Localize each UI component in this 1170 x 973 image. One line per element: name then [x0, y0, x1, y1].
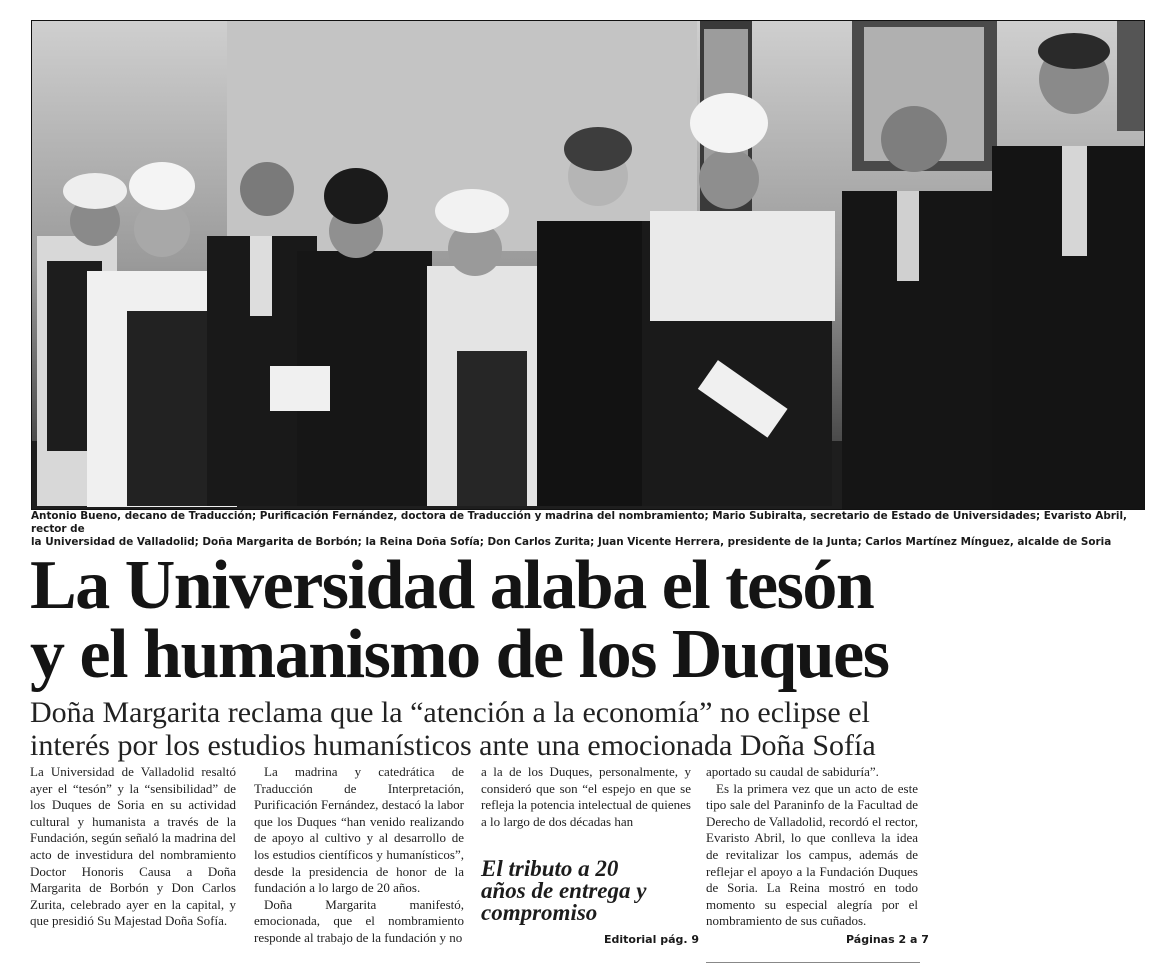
- column-4-paragraph-1: aportado su caudal de sabiduría”.: [706, 764, 879, 779]
- column-3-text: a la de los Duques, personalmente, y consideró que son “el espejo en que se refleja la potencia intelectual de quienes a lo largo de dos décadas han: [481, 764, 691, 829]
- subheadline-line-2: interés por los estudios humanísticos ante una emocionada Doña Sofía: [30, 729, 876, 762]
- pull-quote: [481, 858, 686, 924]
- subheadline-line-1: Doña Margarita reclama que la “atención a la economía” no eclipse el: [30, 696, 870, 729]
- article-column-4: [706, 764, 918, 930]
- bottom-rule: [706, 962, 920, 963]
- subheadline: [30, 696, 1150, 762]
- column-2-paragraph-1: La madrina y catedrática de Traducción de Interpretación, Purificación Fernández, destacó la labor que los Duques “han venido realizando de apoyo al cultivo y al desarrollo de los estudios científicos y humanísticos”, desde la presidencia de honor de la fundación a lo largo de 20 años.: [254, 764, 464, 896]
- column-2-paragraph-2: Doña Margarita manifestó, emocionada, que el nombramiento responde al trabajo de la fundación y no: [254, 896, 464, 945]
- caption-line-2: la Universidad de Valladolid; Doña Margarita de Borbón; la Reina Doña Sofía; Don Carlos Zurita; Juan Vicente Herrera, presidente de la Junta; Carlos Martínez Mínguez, alcalde de Soria: [31, 536, 1112, 548]
- editorial-reference: Editorial pág. 9: [604, 933, 700, 946]
- pull-quote-line-3: compromiso: [481, 900, 598, 925]
- headline-line-1: La Universidad alaba el tesón: [30, 547, 874, 624]
- column-1-text: La Universidad de Valladolid resaltó ayer el “tesón” y la “sensibilidad” de los Duques de Soria en su actividad cultural y humanista a través de la Fundación, según señaló la madrina del acto de investidura del nombramiento Doctor Honoris Causa a Doña Margarita de Borbón y Don Carlos Zurita, celebrado ayer en la capital, y que presidió Su Majestad Doña Sofía.: [30, 764, 236, 929]
- caption-line-1: Antonio Bueno, decano de Traducción; Purificación Fernández, doctora de Traducción y madrina del nombramiento; Mario Subiralta, secretario de Estado de Universidades; Evaristo Abril, rector de: [31, 510, 1127, 535]
- article-column-1: [30, 764, 236, 930]
- pull-quote-line-2: años de entrega y: [481, 878, 647, 903]
- photo-caption: [31, 510, 1143, 549]
- group-photo-icon: [32, 21, 1144, 509]
- article-column-3: [481, 764, 691, 830]
- headline-line-2: y el humanismo de los Duques: [30, 616, 889, 693]
- article-column-2: [254, 764, 464, 947]
- column-4-paragraph-2: Es la primera vez que un acto de este tipo sale del Paraninfo de la Facultad de Derecho de Valladolid, recordó el rector, Evaristo Abril, lo que conlleva la idea de revitalizar los campus, además de reflejar el apoyo a la Fundación Duques de Soria. La Reina mostró en todo momento su especial alegría por el nombramiento de sus cuñados.: [706, 780, 918, 929]
- news-photo: [31, 20, 1145, 510]
- pull-quote-line-1: El tributo a 20: [481, 856, 619, 881]
- headline: [30, 547, 1130, 693]
- pages-reference: Páginas 2 a 7: [846, 933, 929, 946]
